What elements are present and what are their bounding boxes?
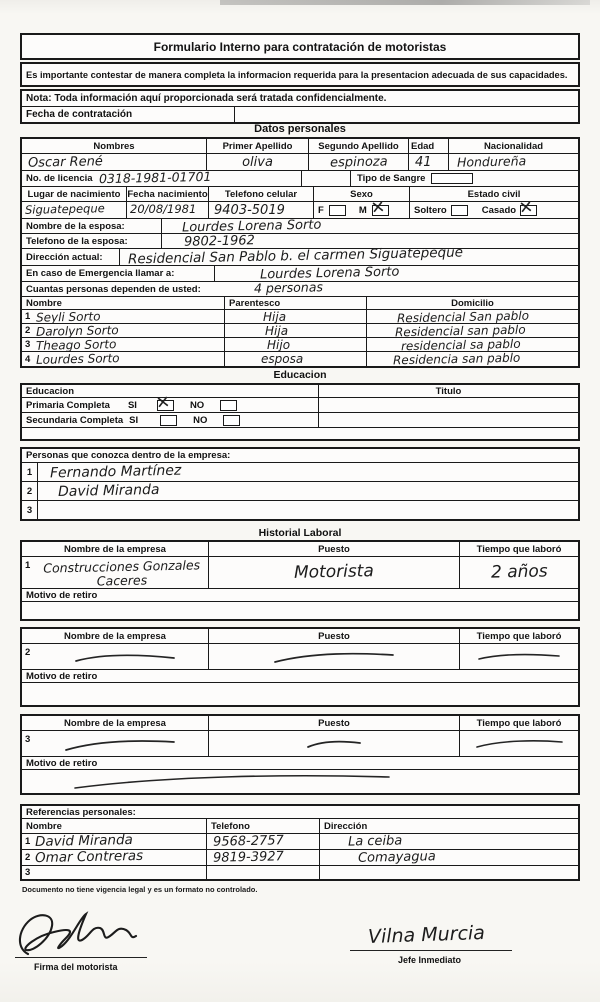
jefe-inmediato-label: Jefe Inmediato xyxy=(398,955,462,965)
telefono-esposa-value: 9802-1962 xyxy=(183,232,256,250)
datos-personales-table xyxy=(20,137,580,368)
dependent-nombre: Lourdes Sorto xyxy=(36,351,121,367)
row-number: 1 xyxy=(25,560,31,571)
soltero-label: Soltero xyxy=(414,204,447,216)
form-title: Formulario Interno para contratación de motoristas xyxy=(153,39,447,54)
nombres-label: Nombres xyxy=(93,140,135,152)
dependent-parentesco: esposa xyxy=(261,352,304,366)
sexo-checkbox-group xyxy=(314,202,410,218)
dependientes-value: 4 personas xyxy=(254,278,324,296)
row-number: 2 xyxy=(25,852,31,863)
conocido-row xyxy=(22,501,578,519)
historial-block-2 xyxy=(20,627,580,707)
titulo-cell xyxy=(319,413,578,427)
motivo-retiro-label: Motivo de retiro xyxy=(26,757,98,769)
conocidos-box xyxy=(20,447,580,521)
dash-mark xyxy=(70,650,180,666)
nombres-value: Oscar René xyxy=(27,153,104,171)
dependent-row xyxy=(22,310,578,324)
puesto-header: Puesto xyxy=(318,543,350,555)
tipo-sangre-label: Tipo de Sangre xyxy=(357,173,426,184)
referencia-row xyxy=(22,847,578,866)
dependent-nombre: Seyli Sorto xyxy=(36,308,101,325)
telefono-esposa-row xyxy=(22,234,578,249)
primaria-no-label: NO xyxy=(189,399,205,411)
secundaria-si-label: SI xyxy=(129,414,139,426)
edad-label: Edad xyxy=(411,140,435,152)
dependent-row xyxy=(22,352,578,366)
tiempo-header: Tiempo que laboró xyxy=(476,630,562,642)
primaria-no-checkbox xyxy=(220,400,237,411)
firma-motorista-label: Firma del motorista xyxy=(34,962,118,972)
sexo-m-label: M xyxy=(358,204,367,216)
empresa-value: Construcciones Gonzales Caceres xyxy=(43,557,201,589)
dependent-nombre: Darolyn Sorto xyxy=(36,322,120,339)
referencia-nombre: David Miranda xyxy=(35,831,134,850)
birth-value-row xyxy=(22,202,578,219)
intro-note: Es importante contestar de manera completa la informacion requerida para la presentacion adecuada de sus capacidades. xyxy=(26,69,568,80)
casado-label: Casado xyxy=(481,204,517,216)
telefono-celular-label: Telefono celular xyxy=(224,188,298,200)
tiempo-header: Tiempo que laboró xyxy=(476,543,562,555)
licencia-value: 0318-1981-01701 xyxy=(98,169,212,187)
lugar-nacimiento-label: Lugar de nacimiento xyxy=(27,188,121,200)
referencias-box xyxy=(20,804,580,881)
dependent-nombre-header: Nombre xyxy=(26,297,62,309)
dependent-nombre: Theago Sorto xyxy=(36,336,117,353)
sexo-m-checkbox xyxy=(372,205,389,216)
nota-fecha-box xyxy=(20,89,580,124)
educacion-col-label: Educacion xyxy=(26,385,75,397)
jefe-signature-text: Vilna Murcia xyxy=(367,921,486,949)
primaria-row xyxy=(22,398,578,413)
referencia-telefono-header: Telefono xyxy=(211,820,250,832)
primaria-si-checkbox xyxy=(157,400,174,411)
referencia-direccion: Comayagua xyxy=(357,849,436,866)
secundaria-no-checkbox xyxy=(223,415,240,426)
dependent-domicilio: Residencia san pablo xyxy=(392,350,521,368)
educacion-heading: Educacion xyxy=(273,369,327,381)
dash-mark xyxy=(60,736,180,754)
confidentiality-note: Nota: Toda información aquí proporcionada será tratada confidencialmente. xyxy=(26,93,387,104)
referencia-row xyxy=(22,866,578,879)
row-number: 2 xyxy=(25,647,31,658)
casado-checkbox xyxy=(520,205,537,216)
primaria-label: Primaria Completa xyxy=(26,399,110,411)
secundaria-label: Secundaria Completa xyxy=(26,414,124,426)
referencia-direccion-header: Dirección xyxy=(324,820,368,832)
row-number: 3 xyxy=(25,867,31,878)
conocidos-label: Personas que conozca dentro de la empresa: xyxy=(26,450,231,461)
intro-note-box xyxy=(20,62,580,87)
edad-value: 41 xyxy=(415,154,432,170)
dependientes-label: Cuantas personas dependen de usted: xyxy=(26,283,201,295)
datos-personales-heading: Datos personales xyxy=(254,123,346,135)
scan-edge-artifact xyxy=(220,0,590,5)
primer-apellido-value: oliva xyxy=(242,154,273,170)
primaria-si-label: SI xyxy=(127,399,137,411)
dependent-parentesco: Hijo xyxy=(267,337,291,352)
tiempo-header: Tiempo que laboró xyxy=(476,717,562,729)
historial-block-1 xyxy=(20,540,580,621)
names-value-row xyxy=(22,154,578,171)
conocido-row xyxy=(22,463,578,482)
licencia-row xyxy=(22,171,578,187)
hire-date-label: Fecha de contratación xyxy=(26,109,133,120)
segundo-apellido-value: espinoza xyxy=(329,153,388,171)
referencia-telefono: 9568-2757 xyxy=(212,833,285,850)
fecha-nacimiento-value: 20/08/1981 xyxy=(130,202,197,217)
tipo-sangre-box xyxy=(431,173,473,184)
dependents-header-row xyxy=(22,297,578,310)
sexo-f-checkbox xyxy=(329,205,346,216)
conocido-name: David Miranda xyxy=(57,481,160,501)
esposa-value: Lourdes Lorena Sorto xyxy=(181,217,322,235)
dash-mark xyxy=(474,650,564,664)
titulo-header: Titulo xyxy=(435,385,462,397)
emergencia-label: En caso de Emergencia llamar a: xyxy=(26,268,175,279)
secundaria-si-checkbox xyxy=(160,415,177,426)
estado-civil-label: Estado civil xyxy=(467,188,521,200)
dependent-row xyxy=(22,324,578,338)
row-number: 1 xyxy=(26,466,33,478)
row-number: 3 xyxy=(25,734,31,745)
puesto-header: Puesto xyxy=(318,630,350,642)
row-number: 2 xyxy=(25,325,31,336)
motorista-signature-line xyxy=(15,957,147,958)
nacionalidad-value: Hondureña xyxy=(456,153,527,170)
dependent-row xyxy=(22,338,578,352)
disclaimer-text: Documento no tiene vigencia legal y es un formato no controlado. xyxy=(22,885,258,894)
referencia-telefono: 9819-3927 xyxy=(212,849,285,866)
educacion-header-row xyxy=(22,385,578,398)
esposa-row xyxy=(22,219,578,234)
dependent-domicilio: Residencial san pablo xyxy=(394,322,526,339)
referencias-label: Referencias personales: xyxy=(26,806,136,818)
segundo-apellido-label: Segundo Apellido xyxy=(318,140,399,152)
names-header-row xyxy=(22,139,578,154)
dependientes-row xyxy=(22,278,578,297)
telefono-celular-value: 9403-5019 xyxy=(214,202,285,218)
empty-cell xyxy=(302,171,351,186)
empresa-header: Nombre de la empresa xyxy=(64,630,166,642)
direccion-label: Dirección actual: xyxy=(26,251,103,263)
historial-heading: Historial Laboral xyxy=(258,527,342,539)
dependent-domicilio-header: Domicilio xyxy=(451,297,494,309)
row-number: 4 xyxy=(25,353,31,365)
referencia-direccion: La ceiba xyxy=(347,833,403,850)
dash-mark xyxy=(269,648,399,666)
titulo-cell xyxy=(319,398,578,412)
telefono-esposa-label: Telefono de la esposa: xyxy=(26,235,128,247)
conocido-row xyxy=(22,482,578,501)
referencia-row xyxy=(22,831,578,850)
direccion-value: Residencial San Pablo b. el carmen Siguatepeque xyxy=(127,244,464,268)
dependent-parentesco: Hija xyxy=(263,309,287,324)
educacion-empty-row xyxy=(22,428,578,439)
row-number: 2 xyxy=(26,485,33,497)
empresa-header: Nombre de la empresa xyxy=(64,717,166,729)
estado-civil-checkbox-group xyxy=(410,202,578,218)
dependent-domicilio: Residencial San pablo xyxy=(396,308,530,325)
dependent-domicilio: residencial sa pablo xyxy=(400,336,521,353)
motivo-retiro-label: Motivo de retiro xyxy=(26,670,98,682)
nacionalidad-label: Nacionalidad xyxy=(483,140,544,152)
empresa-header: Nombre de la empresa xyxy=(64,543,166,555)
lugar-nacimiento-value: Siguatepeque xyxy=(24,201,105,218)
referencia-nombre-header: Nombre xyxy=(26,820,62,832)
row-number: 3 xyxy=(26,504,33,516)
sexo-label: Sexo xyxy=(350,188,373,200)
historial-block-3 xyxy=(20,714,580,795)
dash-mark xyxy=(472,737,567,751)
sexo-f-label: F xyxy=(318,204,324,216)
esposa-label: Nombre de la esposa: xyxy=(26,220,125,232)
puesto-value: Motorista xyxy=(293,561,375,583)
row-number: 3 xyxy=(25,339,31,350)
motorista-signature-scribble xyxy=(14,908,144,960)
row-number: 1 xyxy=(25,311,31,322)
fecha-nacimiento-label: Fecha nacimiento xyxy=(127,188,208,200)
dash-mark xyxy=(67,772,397,792)
birth-header-row xyxy=(22,187,578,202)
motivo-retiro-label: Motivo de retiro xyxy=(26,589,98,601)
conocido-name: Fernando Martínez xyxy=(49,462,182,482)
dependent-parentesco: Hija xyxy=(265,323,289,338)
primer-apellido-label: Primer Apellido xyxy=(222,140,293,152)
jefe-signature xyxy=(367,921,486,949)
puesto-header: Puesto xyxy=(318,717,350,729)
tiempo-value: 2 años xyxy=(490,561,548,583)
secundaria-no-label: NO xyxy=(193,414,208,426)
form-title-box xyxy=(20,33,580,60)
secundaria-row xyxy=(22,413,578,428)
licencia-label: No. de licencia xyxy=(26,173,93,184)
referencia-nombre: Omar Contreras xyxy=(35,847,144,866)
dash-mark xyxy=(304,737,364,751)
row-number: 1 xyxy=(25,836,31,847)
direccion-row xyxy=(22,244,578,268)
emergencia-value: Lourdes Lorena Sorto xyxy=(259,264,400,283)
educacion-box xyxy=(20,383,580,441)
jefe-signature-line xyxy=(350,950,512,951)
dependent-parentesco-header: Parentesco xyxy=(229,297,281,309)
soltero-checkbox xyxy=(451,205,468,216)
